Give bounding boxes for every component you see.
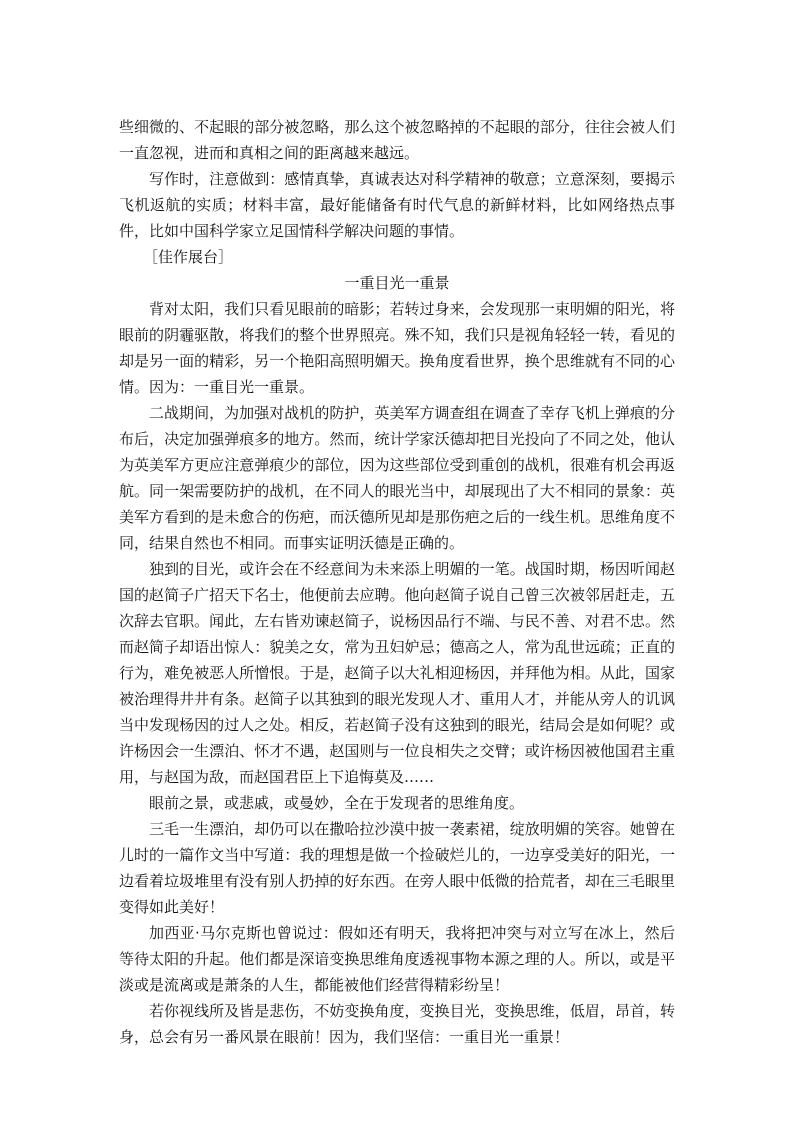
document-page <box>119 114 675 1050</box>
essay-title: 一重目光一重景 <box>344 274 450 292</box>
section-tag: ［佳作展台］ <box>143 248 234 266</box>
essay-paragraph-5: 三毛一生漂泊，却仍可以在撒哈拉沙漠中披一袭素裙，绽放明媚的笑容。她曾在儿时的一篇作文当中写道：我的理想是做一个捡破烂儿的，一边享受美好的阳光，一边看着垃圾堆里有没有别人扔掉的好东西。在旁人眼中低微的拾荒者，却在三毛眼里变得如此美好！ <box>119 820 675 916</box>
intro-paragraph-1: 些细微的、不起眼的部分被忽略，那么这个被忽略掉的不起眼的部分，往往会被人们一直忽视，进而和真相之间的距离越来越远。 <box>119 118 675 162</box>
essay-paragraph-4: 眼前之景，或悲戚，或曼妙，全在于发现者的思维角度。 <box>149 794 525 812</box>
essay-paragraph-2: 二战期间，为加强对战机的防护，英美军方调查组在调查了幸存飞机上弹痕的分布后，决定加强弹痕多的地方。然而，统计学家沃德却把目光投向了不同之处，他认为英美军方更应注意弹痕少的部位，因为这些部位受到重创的战机，很难有机会再返航。同一架需要防护的战机，在不同人的眼光当中，却展现出了大不相同的景象：英美军方看到的是未愈合的伤疤，而沃德所见却是那伤疤之后的一线生机。思维角度不同，结果自然也不相同。而事实证明沃德是正确的。 <box>119 404 675 552</box>
intro-paragraph-2: 写作时，注意做到：感情真挚，真诚表达对科学精神的敬意；立意深刻，要揭示飞机返航的实质；材料丰富，最好能储备有时代气息的新鲜材料，比如网络热点事件，比如中国科学家立足国情科学解决问题的事情。 <box>119 170 675 240</box>
essay-paragraph-1: 背对太阳，我们只看见眼前的暗影；若转过身来，会发现那一束明媚的阳光，将眼前的阴霾驱散，将我们的整个世界照亮。殊不知，我们只是视角轻轻一转，看见的却是另一面的精彩，另一个艳阳高照明媚天。换角度看世界，换个思维就有不同的心情。因为：一重目光一重景。 <box>119 300 675 396</box>
essay-paragraph-6: 加西亚·马尔克斯也曾说过：假如还有明天，我将把冲突与对立写在冰上，然后等待太阳的升起。他们都是深谙变换思维角度透视事物本源之理的人。所以，或是平淡或是流离或是萧条的人生，都能被他们经营得精彩纷呈！ <box>119 924 675 994</box>
essay-paragraph-7: 若你视线所及皆是悲伤，不妨变换角度，变换目光，变换思维，低眉，昂首，转身，总会有另一番风景在眼前！因为，我们坚信：一重目光一重景！ <box>119 1002 675 1046</box>
essay-paragraph-3: 独到的目光，或许会在不经意间为未来添上明媚的一笔。战国时期，杨因听闻赵国的赵简子广招天下名士，他便前去应聘。他向赵简子说自己曾三次被邻居赶走，五次辞去官职。闻此，左右皆劝谏赵简子，说杨因品行不端、与民不善、对君不忠。然而赵简子却语出惊人：貌美之女，常为丑妇妒忌；德高之人，常为乱世远疏；正直的行为，难免被恶人所憎恨。于是，赵简子以大礼相迎杨因，并拜他为相。从此，国家被治理得井井有条。赵简子以其独到的眼光发现人才、重用人才，并能从旁人的讥讽当中发现杨因的过人之处。相反，若赵简子没有这独到的眼光，结局会是如何呢？或许杨因会一生漂泊、怀才不遇，赵国则与一位良相失之交臂；或许杨因被他国君主重用，与赵国为敌，而赵国君臣上下追悔莫及…… <box>119 560 675 786</box>
